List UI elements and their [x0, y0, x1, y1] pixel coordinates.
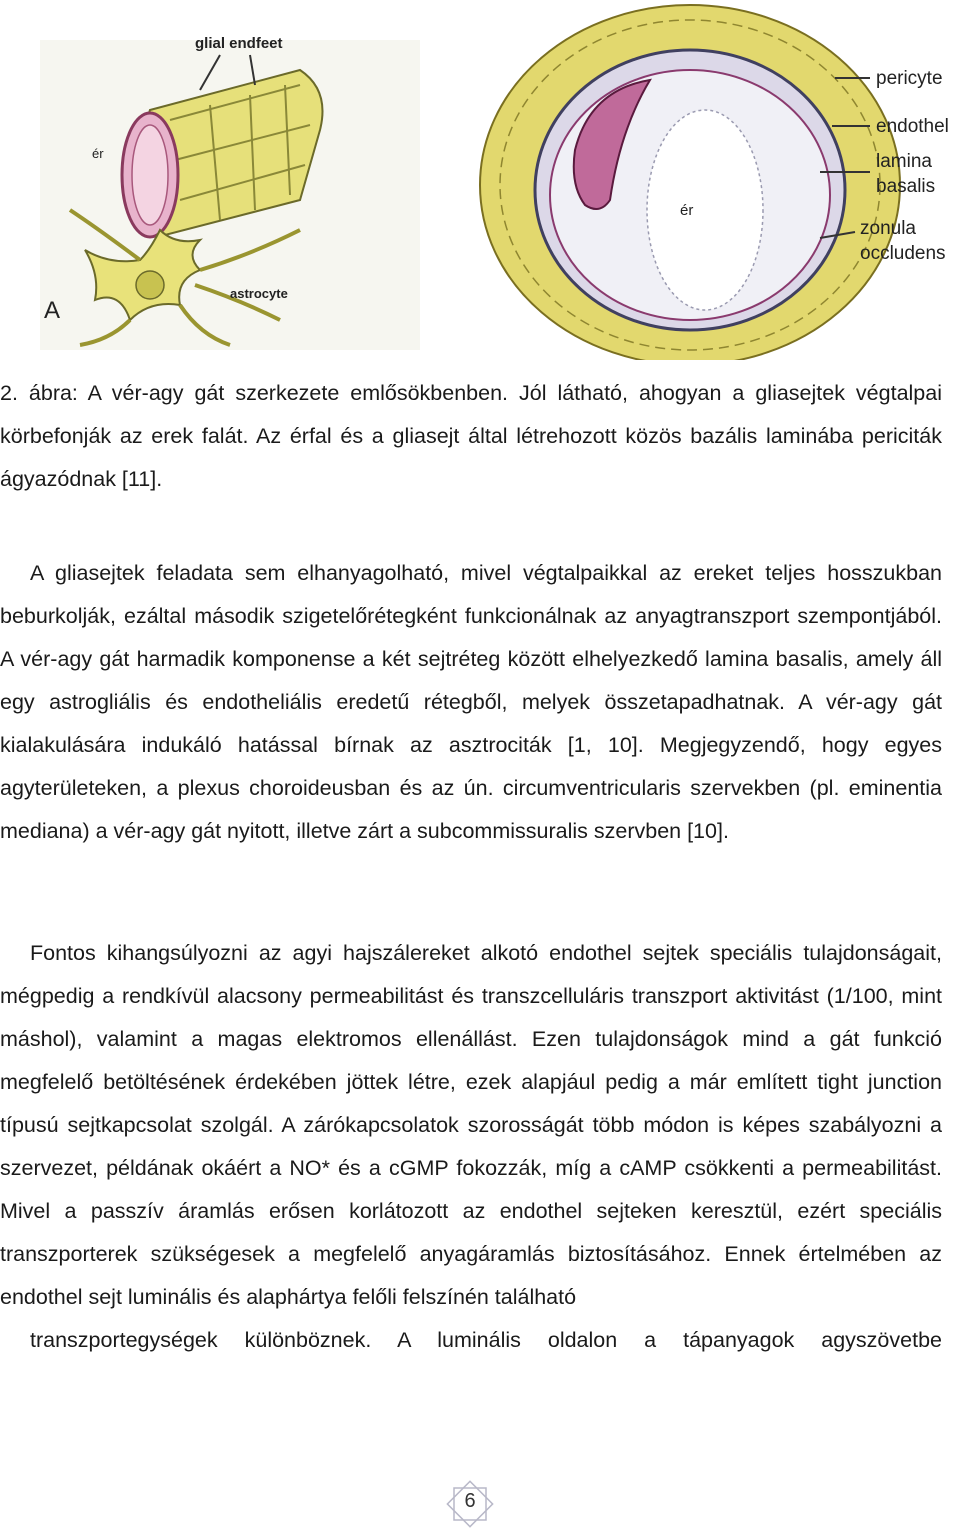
paragraph-2 [0, 932, 942, 1362]
figure-blood-brain-barrier [0, 0, 960, 360]
label-occludens: occludens [860, 243, 946, 264]
page-number-ornament [440, 1478, 500, 1530]
label-endothel: endothel [876, 116, 949, 137]
paragraph-1: A gliasejtek feladata sem elhanyagolható, mivel végtalpaikkal az ereket teljes hosszukban beburkolják, ezáltal második szigetelőrétegként funkcionálnak az anyagtranszport szempontjából. A vér-agy gát harmadik komponense a két sejtréteg között elhelyezkedő lamina basalis, amely áll egy astrogliális és endotheliális eredetű rétegből, melyek összetapadhatnak. A vér-agy gát kialakulására indukáló hatással bírnak az asztrociták [1, 10]. Megjegyzendő, hogy egyes agyterületeken, a plexus choroideusban és az ún. circumventricularis szervekben (pl. eminentia mediana) a vér-agy gát nyitott, illetve zárt a subcommissuralis szervben [10]. [0, 561, 942, 843]
label-er-left: ér [92, 146, 104, 161]
page-number: 6 [464, 1490, 476, 1512]
figure-caption: 2. ábra: A vér-agy gát szerkezete emlősökbenben. Jól látható, ahogyan a gliasejtek végtalpai körbefonják az erek falát. Az érfal és a gliasejt által létrehozott közös bazális laminába periciták ágyazódnak [11]. [0, 381, 942, 491]
label-panel-a: A [44, 297, 61, 324]
label-lamina: lamina [876, 151, 932, 172]
label-pericyte: pericyte [876, 68, 943, 89]
paragraph-2-last-line: transzportegységek különböznek. A luminális oldalon a tápanyagok agyszövetbe [30, 1328, 942, 1352]
figure-illustration [0, 0, 960, 360]
paragraph-2-body: Fontos kihangsúlyozni az agyi hajszálereket alkotó endothel sejtek speciális tulajdonságait, mégpedig a rendkívül alacsony permeabilitást és transzcelluláris transzport aktivitást (1/100, mint máshol), valamint a magas elektromos ellenállást. Ezen tulajdonságok mind a gát funkció megfelelő betöltésének érdekében jöttek létre, ezek alapjául pedig a már említett tight junction típusú sejtkapcsolat szolgál. A zárókapcsolatok szorosságát több módon is képes szabályozni a szervezet, példának okáért a NO* és a cGMP fokozzák, míg a cAMP csökkenti a permeabilitást. Mivel a passzív áramlás erősen korlátozott az endothel sejteken keresztül, ezért speciális transzporterek szükségesek a megfelelő anyagáramlás biztosításához. Ennek értelmében az endothel sejt luminális és alaphártya felőli felszínén található [0, 941, 942, 1309]
label-zonula: zonula [860, 218, 916, 239]
label-astrocyte: astrocyte [230, 286, 288, 301]
label-glial-endfeet: glial endfeet [195, 35, 283, 52]
label-er-right: ér [680, 202, 694, 219]
label-basalis: basalis [876, 176, 936, 197]
vessel-cross-section [480, 5, 900, 360]
